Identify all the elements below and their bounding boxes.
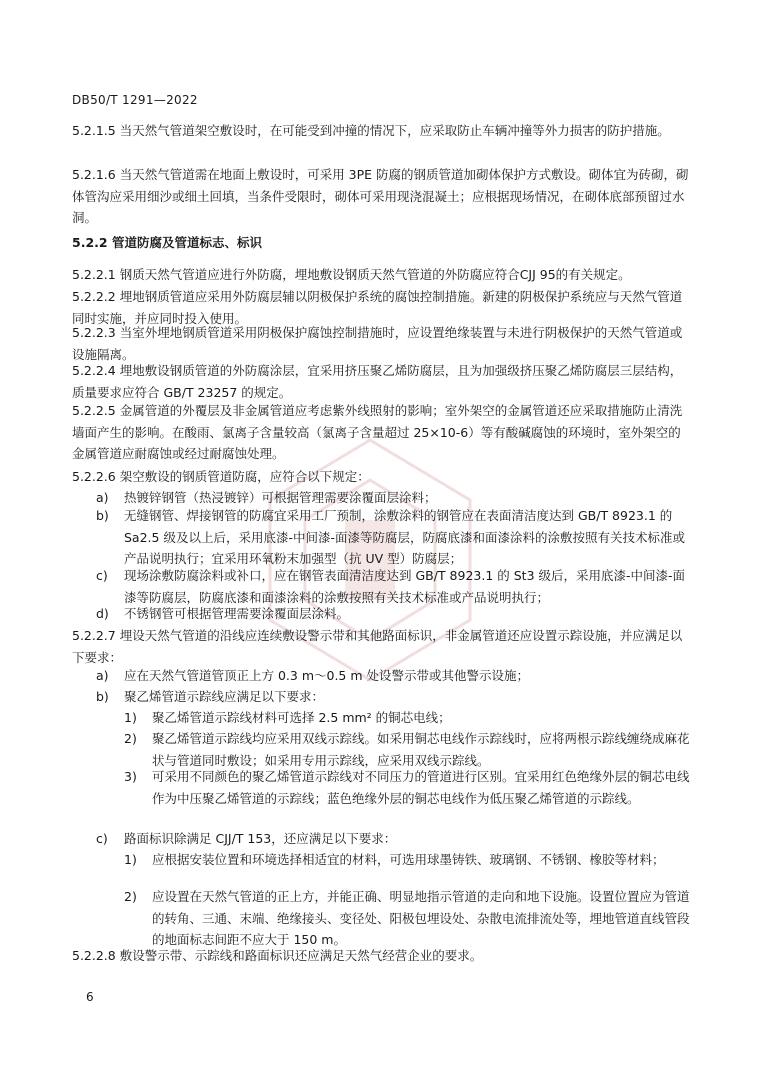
sublist-label-1: 1)	[124, 852, 137, 867]
clause-5-2-2-4: 5.2.2.4 埋地敷设钢质管道的外防腐涂层，宜采用挤压聚乙烯防腐层，且为加强级挤压聚乙烯防腐层三层结构，质量要求应符合 GB/T 23257 的规定。	[72, 363, 683, 400]
section-heading-5-2-2: 5.2.2 管道防腐及管道标志、标识	[72, 235, 262, 250]
list-label-a: a)	[96, 668, 109, 683]
sublist-item-b-1: 聚乙烯管道示踪线材料可选择 2.5 mm² 的铜芯电线；	[152, 710, 451, 725]
sublist-item-c-2: 应设置在天然气管道的正上方，并能正确、明显地指示管道的走向和地下设施。设置位置应为管道的转角、三通、末端、绝缘接头、变径处、阳极包埋设处、杂散电流排流处等，埋地管道直线管段的地面标志间距不应大于 150 m。	[152, 889, 690, 947]
list-item-5-2-2-7-a: 应在天然气管道管顶正上方 0.3 m～0.5 m 处设警示带或其他警示设施；	[124, 668, 530, 683]
list-item-5-2-2-6-c: 现场涂敷防腐涂料或补口，应在钢管表面清洁度达到 GB/T 8923.1 的 St3 级后，采用底漆-中间漆-面漆等防腐层，防腐底漆和面漆涂料的涂敷按照有关技术标准或产品说明执行；	[124, 568, 686, 605]
document-code-header: DB50/T 1291—2022	[72, 93, 198, 107]
clause-5-2-2-5: 5.2.2.5 金属管道的外覆层及非金属管道应考虑紫外线照射的影响；室外架空的金属管道还应采取措施防止清洗墙面产生的影响。在酸雨、氯离子含量较高（氯离子含量超过 25×10-6）等有酸碱腐蚀的环境时，室外架空的金属管道应耐腐蚀或经过耐腐蚀处理。	[72, 403, 683, 461]
list-item-5-2-2-6-d: 不锈钢管可根据管理需要涂覆面层涂料。	[124, 606, 350, 621]
clause-5-2-2-7: 5.2.2.7 埋设天然气管道的沿线应连续敷设警示带和其他路面标识，非金属管道还应设置示踪设施，并应满足以下要求：	[72, 628, 683, 665]
clause-5-2-2-2: 5.2.2.2 埋地钢质管道应采用外防腐层辅以阴极保护系统的腐蚀控制措施。新建的阴极保护系统应与天然气管道同时实施，并应同时投入使用。	[72, 289, 683, 326]
list-item-5-2-2-7-c: 路面标识除满足 CJJ/T 153，还应满足以下要求：	[124, 831, 397, 846]
list-item-5-2-2-6-b: 无缝钢管、焊接钢管的防腐宜采用工厂预制，涂敷涂料的钢管应在表面清洁度达到 GB/T 8923.1 的 Sa2.5 级及以上后，采用底漆-中间漆-面漆等防腐层，防腐底漆和面漆涂料的涂敷按照有关技术标准或产品说明执行；宜采用环氧粉末加强型（抗 UV 型）防腐层；	[124, 508, 685, 566]
clause-5-2-2-8: 5.2.2.8 敷设警示带、示踪线和路面标识还应满足天然气经营企业的要求。	[72, 948, 483, 963]
list-label-b: b)	[96, 508, 109, 523]
clause-5-2-2-3: 5.2.2.3 当室外埋地钢质管道采用阴极保护腐蚀控制措施时，应设置绝缘装置与未进行阴极保护的天然气管道或设施隔离。	[72, 325, 683, 362]
list-label-c: c)	[96, 568, 108, 583]
sublist-item-c-1: 应根据安装位置和环境选择相适宜的材料，可选用球墨铸铁、玻璃钢、不锈钢、橡胶等材料；	[152, 852, 665, 867]
clause-5-2-2-6: 5.2.2.6 架空敷设的钢质管道防腐，应符合以下规定：	[72, 469, 370, 484]
list-item-5-2-2-6-a: 热镀锌钢管（热浸镀锌）可根据管理需要涂覆面层涂料；	[124, 490, 437, 505]
list-item-5-2-2-7-b: 聚乙烯管道示踪线应满足以下要求：	[124, 689, 325, 704]
list-label-d: d)	[96, 606, 109, 621]
clause-5-2-2-1: 5.2.2.1 钢质天然气管道应进行外防腐，埋地敷设钢质天然气管道的外防腐应符合CJJ 95的有关规定。	[72, 267, 631, 282]
clause-5-2-1-6: 5.2.1.6 当天然气管道需在地面上敷设时，可采用 3PE 防腐的钢质管道加砌体保护方式敷设。砌体宜为砖砌，砌体管沟应采用细沙或细土回填，当条件受限时，砌体可采用现浇混凝土；应根据现场情况，在砌体底部预留过水洞。	[72, 167, 689, 225]
list-label-b: b)	[96, 689, 109, 704]
sublist-label-2: 2)	[124, 889, 137, 904]
clause-5-2-1-5: 5.2.1.5 当天然气管道架空敷设时，在可能受到冲撞的情况下，应采取防止车辆冲撞等外力损害的防护措施。	[72, 123, 670, 138]
sublist-label-2: 2)	[124, 731, 137, 746]
sublist-label-3: 3)	[124, 769, 137, 784]
sublist-item-b-3: 可采用不同颜色的聚乙烯管道示踪线对不同压力的管道进行区别。宜采用红色绝缘外层的铜芯电线作为中压聚乙烯管道的示踪线；蓝色绝缘外层的铜芯电线作为低压聚乙烯管道的示踪线。	[152, 769, 690, 806]
list-label-c: c)	[96, 831, 108, 846]
list-label-a: a)	[96, 490, 109, 505]
sublist-item-b-2: 聚乙烯管道示踪线均应采用双线示踪线。如采用铜芯电线作示踪线时，应将两根示踪线缠绕成麻花状与管道同时敷设；如采用专用示踪线，应采用双线示踪线。	[152, 731, 690, 768]
sublist-label-1: 1)	[124, 710, 137, 725]
page-number: 6	[86, 990, 94, 1004]
